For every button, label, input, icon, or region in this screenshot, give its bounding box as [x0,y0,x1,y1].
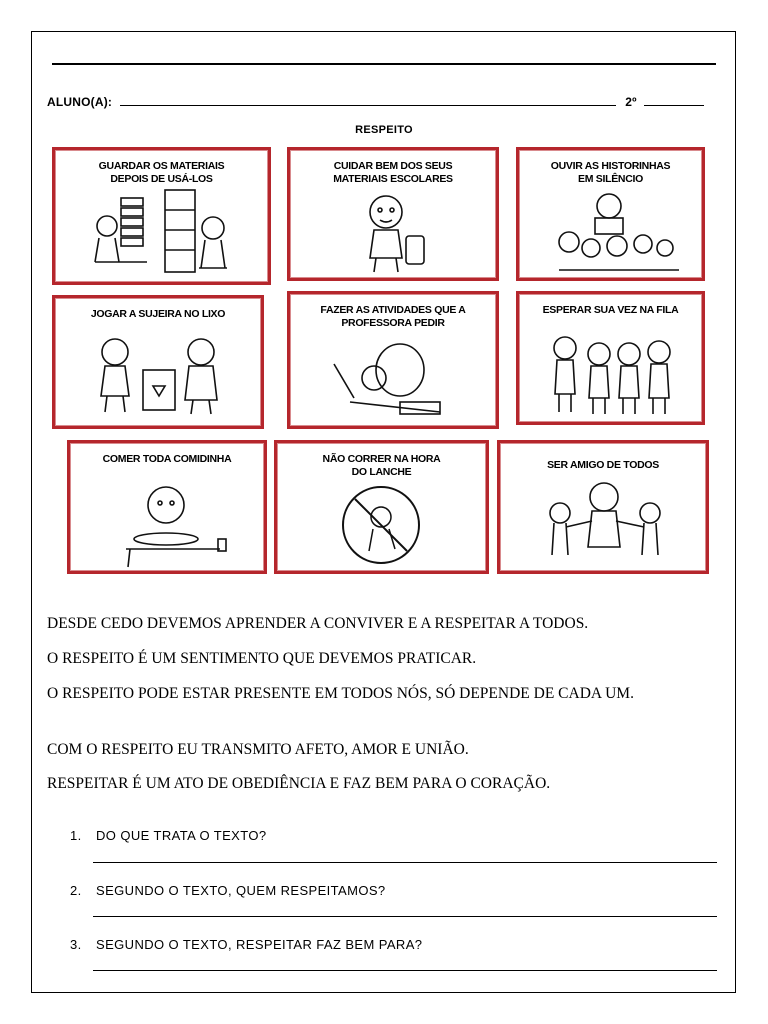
answer-line[interactable] [93,970,717,971]
paragraph: RESPEITAR É UM ATO DE OBEDIÊNCIA E FAZ BEM PARA O CORAÇÃO. [47,775,551,792]
page-title: RESPEITO [355,124,413,136]
card-label: CUIDAR BEM DOS SEUS MATERIAIS ESCOLARES [333,160,453,185]
card-label: FAZER AS ATIVIDADES QUE A PROFESSORA PEDIR [320,304,466,329]
name-line [52,63,716,65]
child-with-backpack-icon [290,150,496,278]
paragraph: O RESPEITO É UM SENTIMENTO QUE DEVEMOS PRATICAR. [47,650,477,667]
card-comer-comidinha [67,440,267,574]
card-label: NÃO CORRER NA HORA DO LANCHE [322,453,441,478]
kids-recycling-icon [55,298,261,426]
answer-line[interactable] [93,916,717,917]
card-label: COMER TODA COMIDINHA [102,453,232,465]
kids-storing-books-icon [55,150,268,282]
paragraph: DESDE CEDO DEVEMOS APRENDER A CONVIVER E A RESPEITAR A TODOS. [47,615,589,632]
paragraph: O RESPEITO PODE ESTAR PRESENTE EM TODOS NÓS, SÓ DEPENDE DE CADA UM. [47,685,634,702]
card-label: ESPERAR SUA VEZ NA FILA [542,304,679,316]
question-text: SEGUNDO O TEXTO, QUEM RESPEITAMOS? [96,883,386,898]
card-cuidar-materiais [287,147,499,281]
question-text: DO QUE TRATA O TEXTO? [96,828,267,843]
children-in-line-icon [519,294,702,422]
card-ser-amigo [497,440,709,574]
card-esperar-fila [516,291,705,425]
student-row [47,95,717,109]
paragraph: COM O RESPEITO EU TRANSMITO AFETO, AMOR E UNIÃO. [47,741,469,758]
card-label: OUVIR AS HISTORINHAS EM SILÊNCIO [550,160,671,185]
friends-holding-hands-icon [500,443,706,571]
student-label: ALUNO(A): [47,95,113,109]
card-nao-correr [274,440,489,574]
card-label: JOGAR A SUJEIRA NO LIXO [90,308,226,320]
child-eating-icon [70,443,264,571]
answer-line[interactable] [93,862,717,863]
card-fazer-atividades [287,291,499,429]
question [70,883,720,898]
card-label: SER AMIGO DE TODOS [547,459,659,471]
question-number: 2. [70,883,82,898]
card-guardar-materiais [52,147,271,285]
question-number: 3. [70,937,82,952]
grade-field[interactable] [644,95,704,106]
question-number: 1. [70,828,82,843]
card-ouvir-historinhas [516,147,705,281]
card-label: GUARDAR OS MATERIAIS DEPOIS DE USÁ-LOS [98,160,225,185]
no-running-sign-icon [277,443,486,571]
children-listening-story-icon [519,150,702,278]
student-name-field[interactable] [120,95,616,106]
question [70,828,720,843]
card-jogar-sujeira [52,295,264,429]
grade-label: 2º [625,95,637,109]
question [70,937,720,952]
child-writing-icon [290,294,496,426]
question-text: SEGUNDO O TEXTO, RESPEITAR FAZ BEM PARA? [96,937,423,952]
